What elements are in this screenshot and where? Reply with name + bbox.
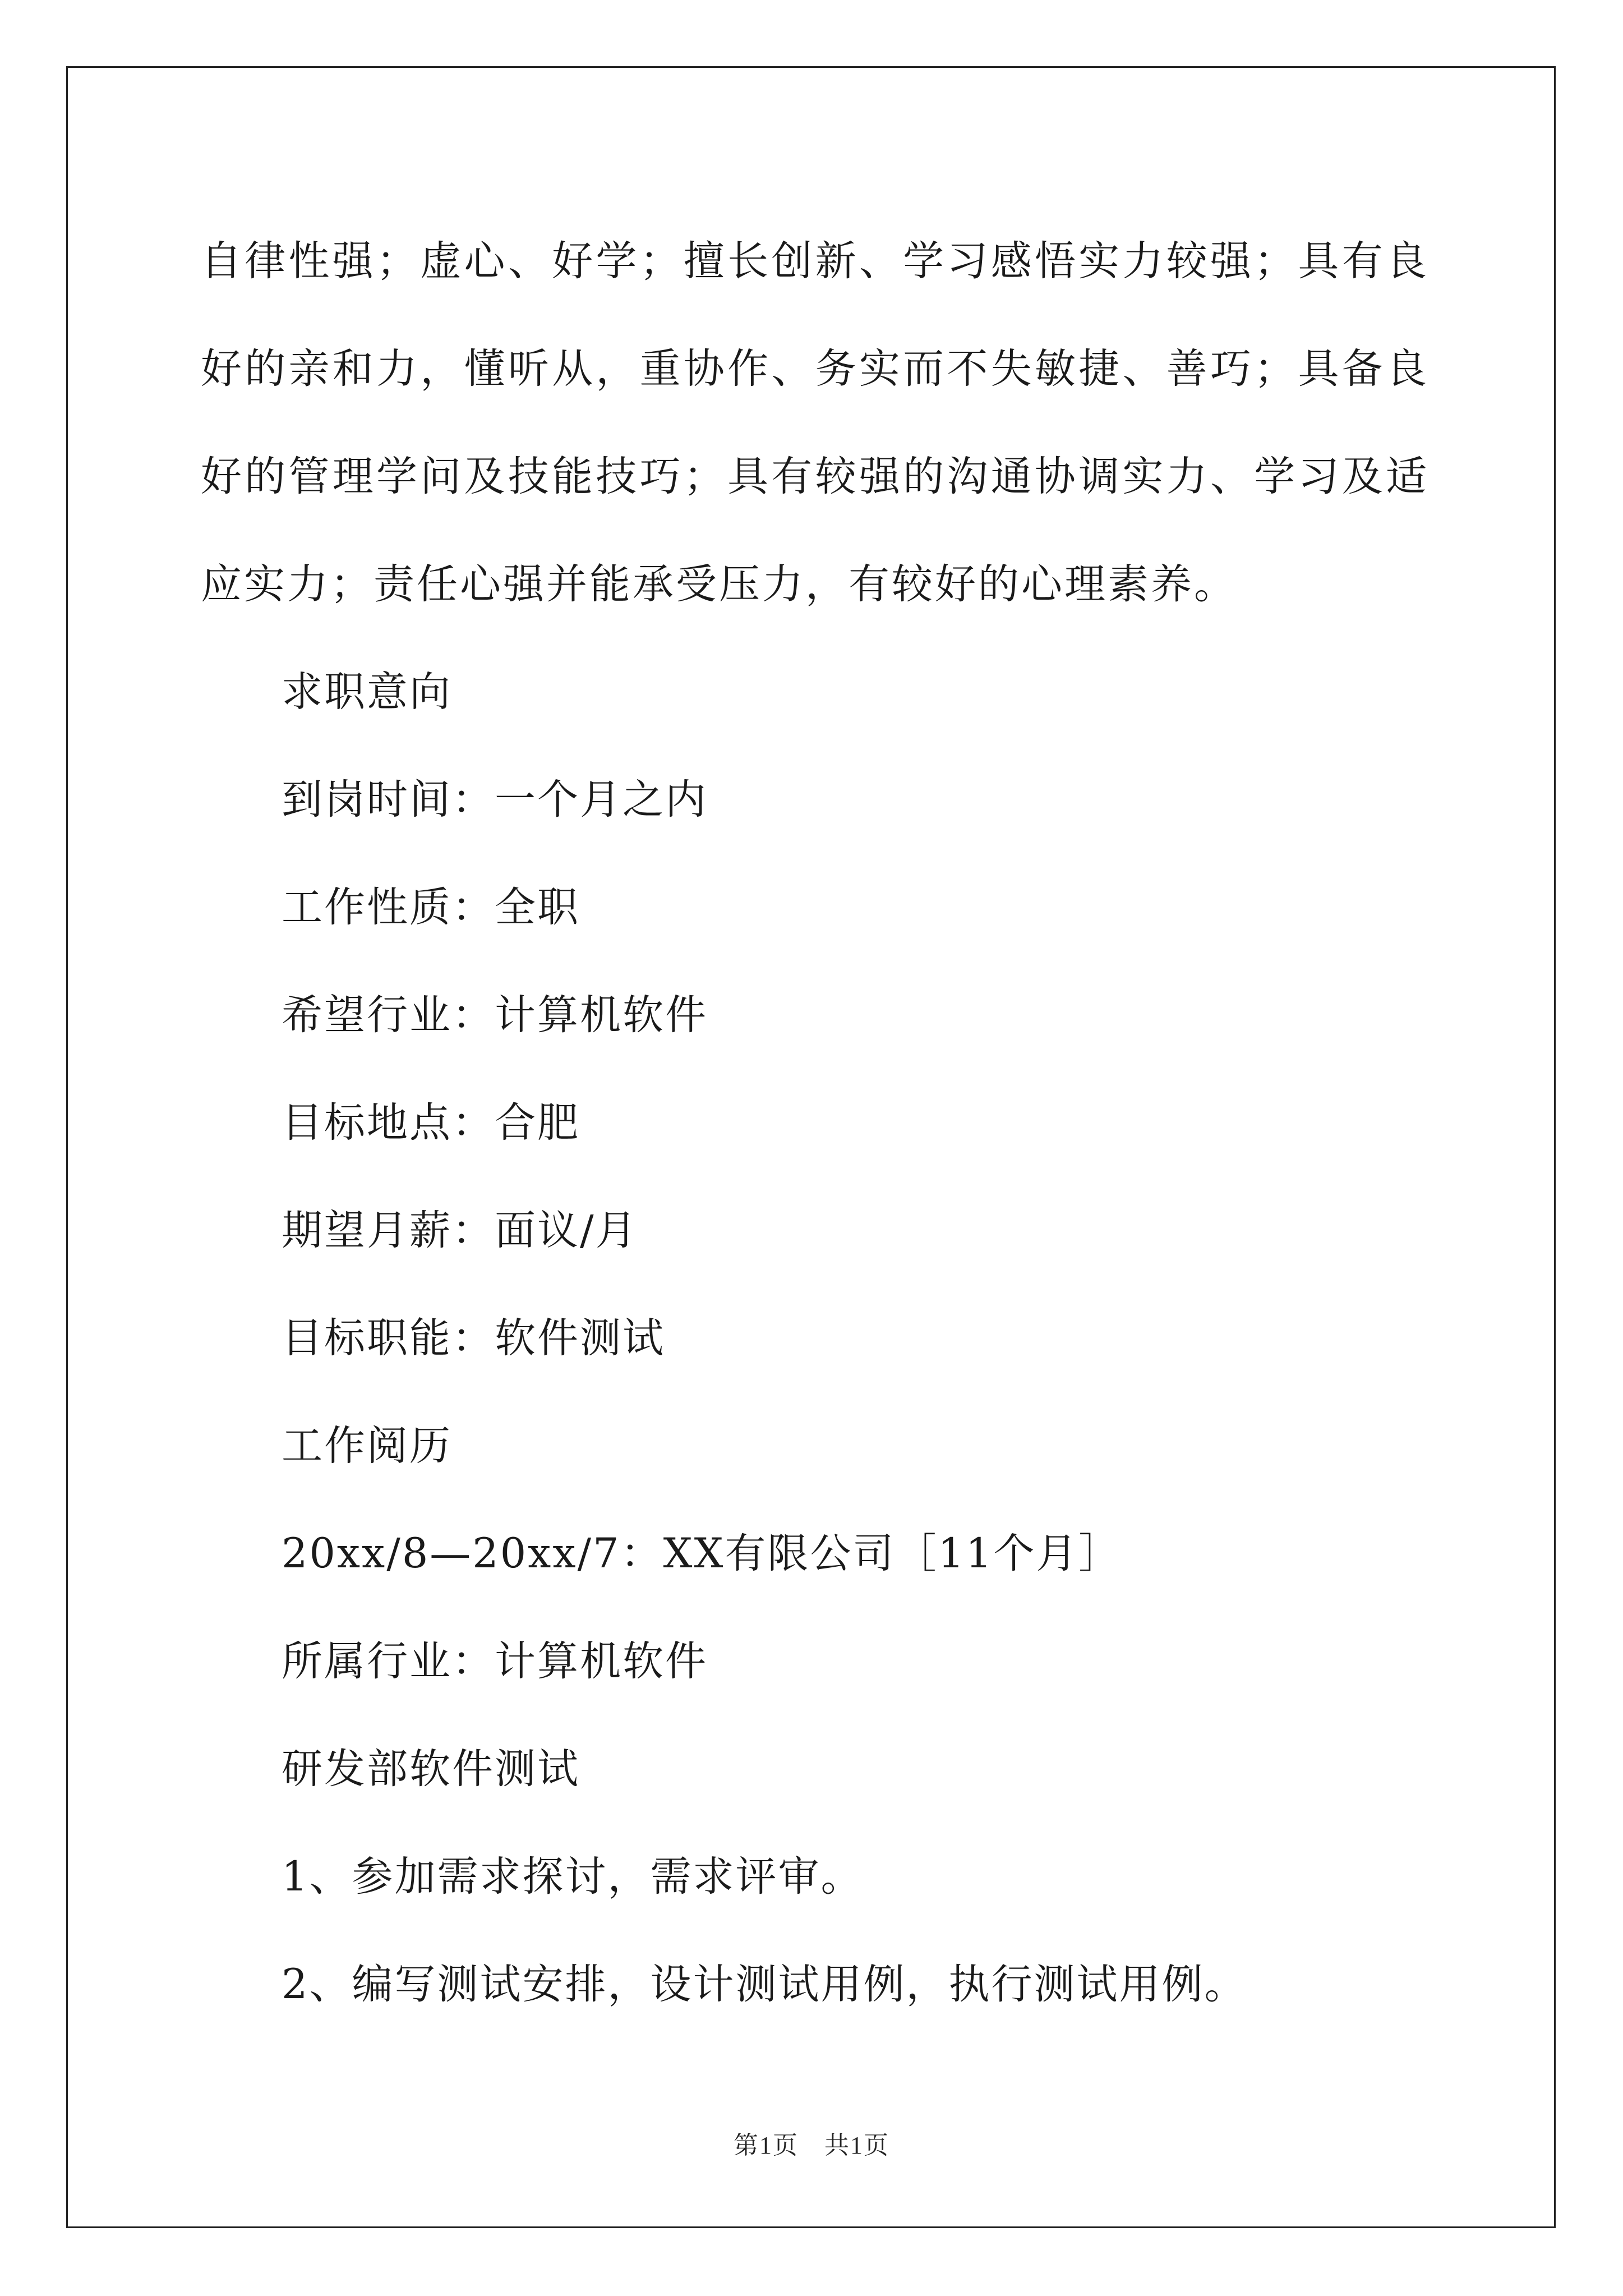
duty-item-1: 1、参加需求探讨，需求评审。 [282, 1853, 864, 1901]
duty-item-2: 2、编写测试安排，设计测试用例，执行测试用例。 [282, 1961, 1247, 2008]
desired-industry-line: 希望行业：计算机软件 [282, 991, 708, 1039]
expected-salary-line: 期望月薪：面议/月 [282, 1207, 638, 1254]
arrival-time-line: 到岗时间：一个月之内 [282, 776, 708, 823]
target-function-line: 目标职能：软件测试 [282, 1314, 665, 1362]
section-heading-job-intention: 求职意向 [282, 668, 452, 716]
employment-period-line: 20xx/8—20xx/7：XX有限公司［11个月］ [282, 1530, 1122, 1577]
resume-lines [282, 638, 1429, 2039]
department-role-line: 研发部软件测试 [282, 1745, 580, 1793]
job-type-line: 工作性质：全职 [282, 884, 580, 931]
industry-line: 所属行业：计算机软件 [282, 1637, 708, 1685]
page-footer: 第1页 共1页 [734, 2132, 889, 2159]
target-location-line: 目标地点：合肥 [282, 1099, 580, 1147]
intro-paragraph: 自律性强；虚心、好学；擅长创新、学习感悟实力较强；具有良好的亲和力，懂听从，重协作、务实而不失敏捷、善巧；具备良好的管理学问及技能技巧；具有较强的沟通协调实力、学习及适应实力；责任心强并能承受压力，有较好的心理素养。 [201, 237, 1429, 608]
document-body [201, 208, 1429, 2039]
section-heading-work-experience: 工作阅历 [282, 1422, 452, 1470]
